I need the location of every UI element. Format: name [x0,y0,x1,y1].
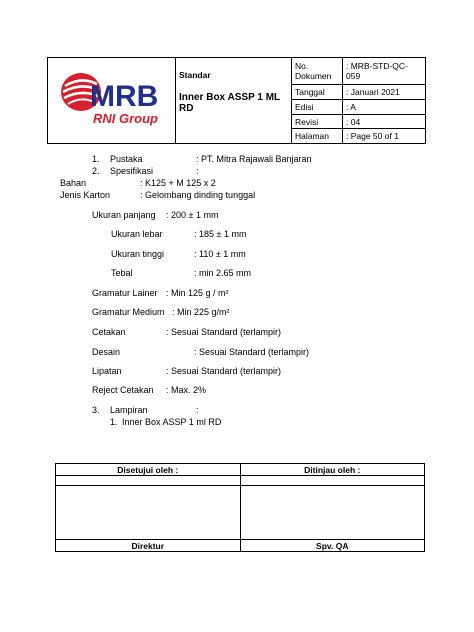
ukuran-lebar-label: Ukuran lebar [111,229,163,239]
tebal-label: Tebal [111,268,133,278]
meta-label-edisi: Edisi [292,100,343,115]
approved-by-signature-area [56,486,241,540]
approved-by-name-row [56,476,241,486]
meta-label-halaman: Halaman [292,129,343,144]
document-title: Inner Box ASSP 1 ML RD [179,92,280,114]
meta-value-dokumen: : MRB-STD-QC-059 [343,58,426,85]
jenis-karton-label: Jenis Karton [60,190,111,200]
reject-cetakan-label: Reject Cetakan [92,385,154,395]
bahan-label: Bahan [60,178,87,188]
ukuran-panjang-label: Ukuran panjang [92,210,156,220]
signature-table [55,463,425,552]
cetakan-value: : Sesuai Standard (terlampir) [166,327,282,337]
pustaka-value: : PT. Mitra Rajawali Banjaran [196,154,312,164]
gramatur-medium-value: : Min 225 g/m² [172,307,230,317]
meta-value-edisi: : A [343,100,426,115]
jenis-karton-value: : Gelombang dinding tunggal [140,190,256,200]
lampiran-colon: : [196,405,199,415]
standard-cell [176,58,292,144]
spesifikasi-number: 2. [92,166,100,176]
gramatur-lainer-label: Gramatur Lainer [92,288,158,298]
ukuran-tinggi-value: : 110 ± 1 mm [194,249,246,259]
lampiran-item-number: 1. [110,417,118,427]
desain-label: Desain [92,347,121,357]
approved-by-header: Disetujui oleh : [56,464,241,476]
standar-label: Standar [179,70,211,80]
tebal-value: : min 2.65 mm [194,268,252,278]
reviewed-by-name-row [240,476,425,486]
meta-label-tanggal: Tanggal [292,85,343,100]
reject-cetakan-value: : Max. 2% [166,385,207,395]
desain-value: : Sesuai Standard (terlampir) [194,347,310,357]
lampiran-item: Inner Box ASSP 1 ml RD [122,417,222,427]
ukuran-lebar-value: : 185 ± 1 mm [194,229,247,239]
reviewed-by-header: Ditinjau oleh : [240,464,425,476]
reviewed-by-signature-area [240,486,425,540]
meta-value-halaman: : Page 50 of 1 [343,129,426,144]
logo-sub: RNI Group [93,110,158,126]
gramatur-medium-label: Gramatur Medium [92,307,165,317]
meta-value-tanggal: : Januari 2021 [343,85,426,100]
mrb-logo-icon [51,64,163,136]
lampiran-label: Lampiran [110,405,148,415]
lampiran-number: 3. [92,405,100,415]
bahan-value: : K125 + M 125 x 2 [140,178,216,188]
meta-value-revisi: : 04 [343,115,426,129]
pustaka-label: Pustaka [110,154,143,164]
pustaka-number: 1. [92,154,100,164]
document-header [47,57,426,144]
meta-label-revisi: Revisi [292,115,343,129]
meta-label-dokumen: No. Dokumen [292,58,343,85]
cetakan-label: Cetakan [92,327,126,337]
ukuran-tinggi-label: Ukuran tinggi [111,249,165,259]
spesifikasi-label: Spesifikasi [110,166,154,176]
lipatan-label: Lipatan [92,366,122,376]
ukuran-panjang-value: : 200 ± 1 mm [166,210,219,220]
lipatan-value: : Sesuai Standard (terlampir) [166,366,282,376]
logo-name: MRB [90,79,159,113]
reviewer-role: Spv. QA [240,540,425,552]
approver-role: Direktur [56,540,241,552]
spesifikasi-colon: : [196,166,199,176]
logo-cell [48,58,176,144]
gramatur-lainer-value: : Min 125 g / m² [166,288,229,298]
